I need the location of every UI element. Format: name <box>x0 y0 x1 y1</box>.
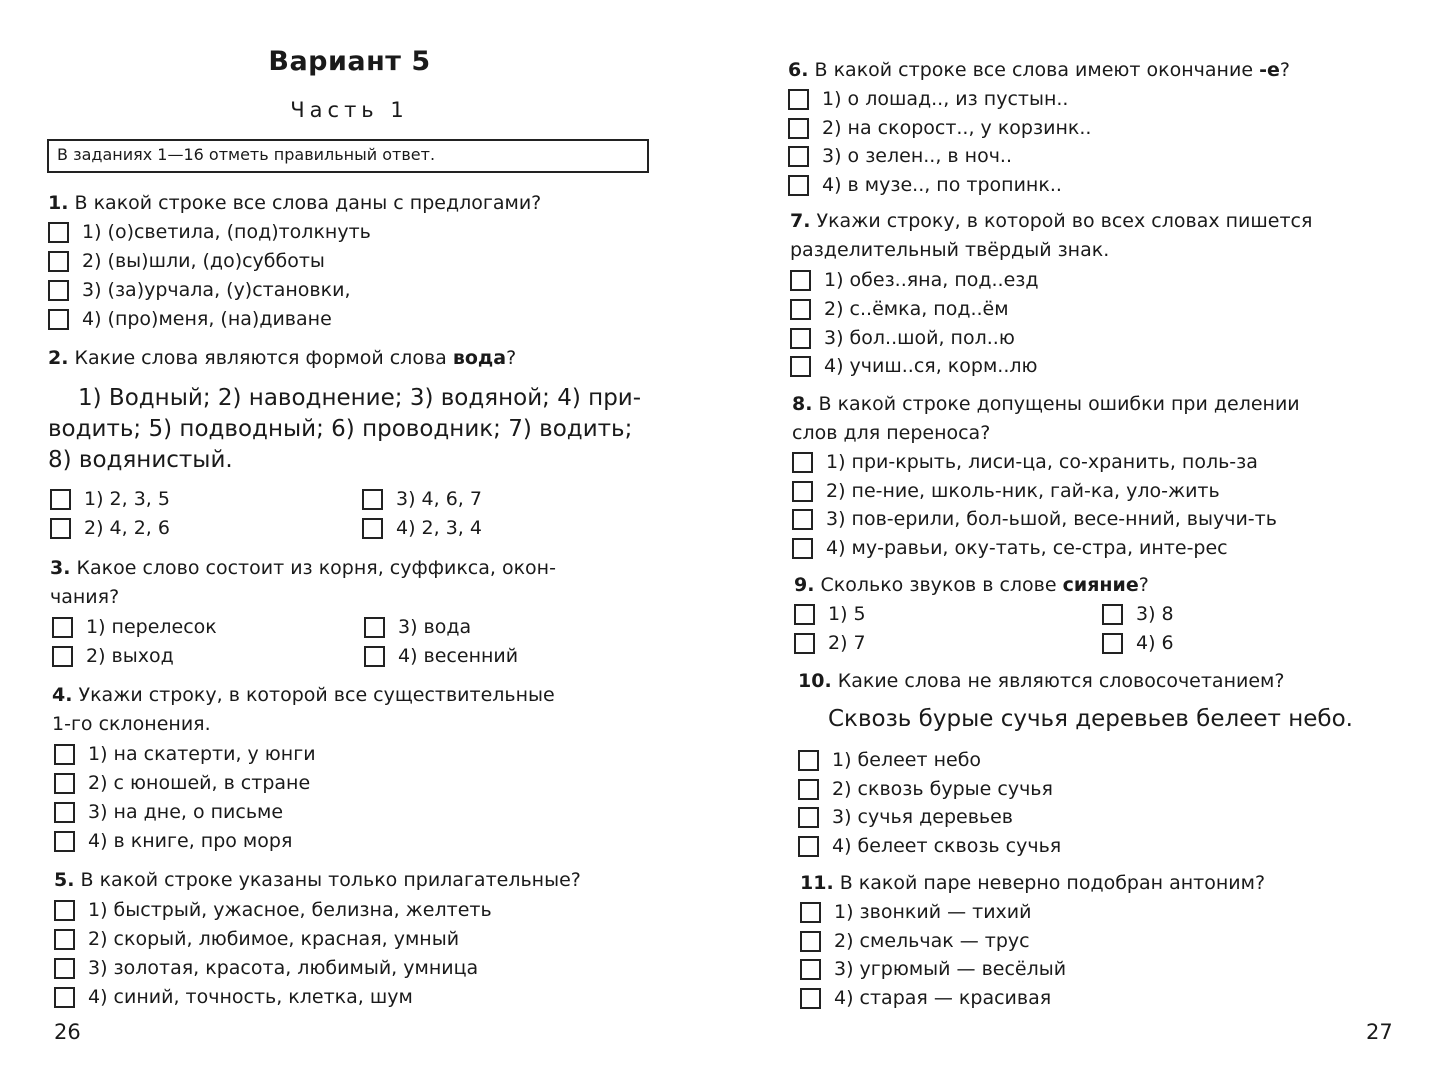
checkbox[interactable] <box>794 633 815 654</box>
question-7 <box>790 207 1312 236</box>
question-text: В какой строке все слова даны с предлогами? <box>74 192 542 214</box>
checkbox[interactable] <box>800 902 821 923</box>
option-label: 4) в музе.., по тропинк.. <box>822 174 1062 196</box>
question-6 <box>788 56 1290 85</box>
question-4-cont: 1-го склонения. <box>52 713 211 735</box>
option-label: 2) сквозь бурые сучья <box>832 778 1053 800</box>
option-label: 3) бол..шой, пол..ю <box>824 327 1015 349</box>
option-label: 3) 4, 6, 7 <box>396 488 482 510</box>
question-number: 5. <box>54 869 75 891</box>
checkbox[interactable] <box>798 807 819 828</box>
question-3-cont: чания? <box>50 586 120 608</box>
option-label: 3) вода <box>398 616 472 638</box>
option-label: 2) с юношей, в стране <box>88 772 311 794</box>
option-7-3[interactable] <box>790 326 1015 350</box>
question-2 <box>48 344 516 373</box>
option-9-1[interactable] <box>794 602 866 626</box>
checkbox[interactable] <box>794 604 815 625</box>
question-number: 8. <box>792 393 813 415</box>
option-11-4[interactable] <box>800 986 1051 1010</box>
highlighted-ending: -е <box>1259 59 1280 81</box>
option-4-2[interactable] <box>54 771 310 795</box>
option-label: 2) 7 <box>828 632 866 654</box>
option-label: 3) золотая, красота, любимый, умница <box>88 957 479 979</box>
option-10-4[interactable] <box>798 834 1061 858</box>
option-6-1[interactable] <box>788 87 1068 111</box>
option-label: 1) (о)светила, (под)толкнуть <box>82 221 371 243</box>
checkbox[interactable] <box>48 309 69 330</box>
question-8-cont: слов для переноса? <box>792 422 991 444</box>
option-5-3[interactable] <box>54 956 478 980</box>
question-number: 2. <box>48 347 69 369</box>
option-label: 1) быстрый, ужасное, белизна, желтеть <box>88 899 492 921</box>
word-list-line-2: водить; 5) подводный; 6) проводник; 7) водить; <box>48 416 633 442</box>
instruction-box: В заданиях 1—16 отметь правильный ответ. <box>47 139 649 173</box>
option-label: 4) му-равьи, оку-тать, се-стра, инте-рес <box>826 537 1228 559</box>
part-subtitle: Часть 1 <box>290 98 409 122</box>
option-label: 2) 4, 2, 6 <box>84 517 170 539</box>
checkbox[interactable] <box>800 988 821 1009</box>
option-9-3[interactable] <box>1102 602 1174 626</box>
checkbox[interactable] <box>800 931 821 952</box>
word-list-line-1: 1) Водный; 2) наводнение; 3) водяной; 4) при- <box>78 385 642 411</box>
option-label: 1) на скатерти, у юнги <box>88 743 316 765</box>
option-label: 1) звонкий — тихий <box>834 901 1032 923</box>
example-sentence: Сквозь бурые сучья деревьев белеет небо. <box>828 706 1353 732</box>
checkbox[interactable] <box>790 356 811 377</box>
option-3-3[interactable] <box>364 615 471 639</box>
option-11-1[interactable] <box>800 900 1032 924</box>
option-label: 1) при-крыть, лиси-ца, со-хранить, поль-за <box>826 451 1258 473</box>
checkbox[interactable] <box>54 744 75 765</box>
question-number: 4. <box>52 684 73 706</box>
option-3-2[interactable] <box>52 644 174 668</box>
checkbox[interactable] <box>48 222 69 243</box>
option-1-1[interactable] <box>48 220 371 244</box>
option-label: 1) белеет небо <box>832 749 982 771</box>
checkbox[interactable] <box>54 987 75 1008</box>
question-number: 10. <box>798 670 832 692</box>
option-2-3[interactable] <box>362 487 482 511</box>
checkbox[interactable] <box>788 118 809 139</box>
option-8-1[interactable] <box>792 450 1258 474</box>
option-label: 4) весенний <box>398 645 519 667</box>
checkbox[interactable] <box>788 146 809 167</box>
option-label: 1) 5 <box>828 603 866 625</box>
question-8 <box>792 390 1300 419</box>
option-label: 2) с..ёмка, под..ём <box>824 298 1009 320</box>
checkbox[interactable] <box>792 481 813 502</box>
option-1-3[interactable] <box>48 278 351 302</box>
question-7-cont: разделительный твёрдый знак. <box>790 239 1110 261</box>
checkbox[interactable] <box>798 836 819 857</box>
question-number: 6. <box>788 59 809 81</box>
option-9-2[interactable] <box>794 631 866 655</box>
option-label: 3) о зелен.., в ноч.. <box>822 145 1012 167</box>
page-number: 27 <box>1366 1020 1393 1044</box>
question-text: В какой паре неверно подобран антоним? <box>839 872 1266 894</box>
checkbox[interactable] <box>792 509 813 530</box>
option-label: 4) учиш..ся, корм..лю <box>824 355 1038 377</box>
option-1-4[interactable] <box>48 307 332 331</box>
question-10 <box>798 667 1284 696</box>
checkbox[interactable] <box>798 779 819 800</box>
option-label: 2) смельчак — трус <box>834 930 1030 952</box>
question-number: 3. <box>50 557 71 579</box>
option-2-2[interactable] <box>50 516 170 540</box>
checkbox[interactable] <box>54 831 75 852</box>
question-text: Какое слово состоит из корня, суффикса, окон- <box>76 557 556 579</box>
option-label: 3) на дне, о письме <box>88 801 284 823</box>
checkbox[interactable] <box>362 489 383 510</box>
option-4-3[interactable] <box>54 800 283 824</box>
checkbox[interactable] <box>790 299 811 320</box>
checkbox[interactable] <box>48 280 69 301</box>
checkbox[interactable] <box>1102 633 1123 654</box>
checkbox[interactable] <box>790 328 811 349</box>
option-11-3[interactable] <box>800 957 1066 981</box>
option-8-2[interactable] <box>792 479 1220 503</box>
checkbox[interactable] <box>48 251 69 272</box>
checkbox[interactable] <box>364 646 385 667</box>
checkbox[interactable] <box>792 452 813 473</box>
option-2-4[interactable] <box>362 516 482 540</box>
question-number: 7. <box>790 210 811 232</box>
question-number: 11. <box>800 872 834 894</box>
option-6-3[interactable] <box>788 144 1012 168</box>
checkbox[interactable] <box>52 617 73 638</box>
checkbox[interactable] <box>54 773 75 794</box>
checkbox[interactable] <box>788 175 809 196</box>
option-2-1[interactable] <box>50 487 170 511</box>
question-mark: ? <box>1279 59 1290 81</box>
option-label: 2) скорый, любимое, красная, умный <box>88 928 460 950</box>
question-text: Укажи строку, в которой все существительные <box>78 684 555 706</box>
checkbox[interactable] <box>1102 604 1123 625</box>
question-5 <box>54 866 581 895</box>
option-label: 4) 2, 3, 4 <box>396 517 482 539</box>
highlighted-word: сияние <box>1062 574 1139 596</box>
question-4 <box>52 681 555 710</box>
option-label: 4) синий, точность, клетка, шум <box>88 986 413 1008</box>
option-label: 3) 8 <box>1136 603 1174 625</box>
option-7-2[interactable] <box>790 297 1009 321</box>
checkbox[interactable] <box>800 959 821 980</box>
option-3-1[interactable] <box>52 615 217 639</box>
question-mark: ? <box>506 347 517 369</box>
question-text: Какие слова являются формой слова <box>74 347 447 369</box>
option-label: 3) (за)урчала, (у)становки, <box>82 279 351 301</box>
option-label: 1) 2, 3, 5 <box>84 488 170 510</box>
option-10-1[interactable] <box>798 748 981 772</box>
question-number: 1. <box>48 192 69 214</box>
option-label: 4) 6 <box>1136 632 1174 654</box>
option-6-2[interactable] <box>788 116 1091 140</box>
question-text: В какой строке все слова имеют окончание <box>814 59 1254 81</box>
option-7-4[interactable] <box>790 354 1038 378</box>
question-text: Укажи строку, в которой во всех словах пишется <box>816 210 1313 232</box>
option-label: 2) (вы)шли, (до)субботы <box>82 250 325 272</box>
option-label: 4) белеет сквозь сучья <box>832 835 1062 857</box>
checkbox[interactable] <box>54 802 75 823</box>
checkbox[interactable] <box>788 89 809 110</box>
option-8-4[interactable] <box>792 536 1228 560</box>
question-text: Какие слова не являются словосочетанием? <box>837 670 1285 692</box>
question-3 <box>50 554 556 583</box>
checkbox[interactable] <box>50 489 71 510</box>
variant-title: Вариант 5 <box>268 46 431 77</box>
question-text: Сколько звуков в слове <box>820 574 1057 596</box>
option-4-4[interactable] <box>54 829 292 853</box>
question-text: В какой строке допущены ошибки при делении <box>818 393 1300 415</box>
option-label: 1) перелесок <box>86 616 217 638</box>
option-label: 4) (про)меня, (на)диване <box>82 308 332 330</box>
checkbox[interactable] <box>52 646 73 667</box>
option-5-4[interactable] <box>54 985 413 1009</box>
option-8-3[interactable] <box>792 507 1277 531</box>
checkbox[interactable] <box>792 538 813 559</box>
option-label: 1) о лошад.., из пустын.. <box>822 88 1069 110</box>
checkbox[interactable] <box>790 270 811 291</box>
word-list-line-3: 8) водянистый. <box>48 447 233 473</box>
option-5-2[interactable] <box>54 927 459 951</box>
option-label: 4) старая — красивая <box>834 987 1052 1009</box>
option-10-3[interactable] <box>798 805 1013 829</box>
option-4-1[interactable] <box>54 742 316 766</box>
checkbox[interactable] <box>364 617 385 638</box>
option-label: 1) обез..яна, под..езд <box>824 269 1039 291</box>
option-label: 2) на скорост.., у корзинк.. <box>822 117 1092 139</box>
checkbox[interactable] <box>54 900 75 921</box>
checkbox[interactable] <box>798 750 819 771</box>
question-mark: ? <box>1138 574 1149 596</box>
option-11-2[interactable] <box>800 929 1030 953</box>
option-6-4[interactable] <box>788 173 1062 197</box>
option-1-2[interactable] <box>48 249 325 273</box>
option-label: 3) угрюмый — весёлый <box>834 958 1067 980</box>
option-label: 2) выход <box>86 645 174 667</box>
page-number: 26 <box>54 1020 81 1044</box>
checkbox[interactable] <box>54 929 75 950</box>
checkbox[interactable] <box>54 958 75 979</box>
option-7-1[interactable] <box>790 268 1039 292</box>
option-3-4[interactable] <box>364 644 518 668</box>
question-number: 9. <box>794 574 815 596</box>
option-label: 3) пов-ерили, бол-ьшой, весе-нний, выучи-ть <box>826 508 1277 530</box>
option-10-2[interactable] <box>798 777 1053 801</box>
option-9-4[interactable] <box>1102 631 1174 655</box>
right-page <box>720 0 1439 1080</box>
question-11 <box>800 869 1265 898</box>
highlighted-word: вода <box>452 347 507 369</box>
option-label: 2) пе-ние, школь-ник, гай-ка, уло-жить <box>826 480 1220 502</box>
checkbox[interactable] <box>362 518 383 539</box>
option-5-1[interactable] <box>54 898 492 922</box>
question-1 <box>48 189 541 218</box>
question-text: В какой строке указаны только прилагательные? <box>80 869 581 891</box>
checkbox[interactable] <box>50 518 71 539</box>
option-label: 4) в книге, про моря <box>88 830 293 852</box>
question-9 <box>794 571 1149 600</box>
option-label: 3) сучья деревьев <box>832 806 1013 828</box>
